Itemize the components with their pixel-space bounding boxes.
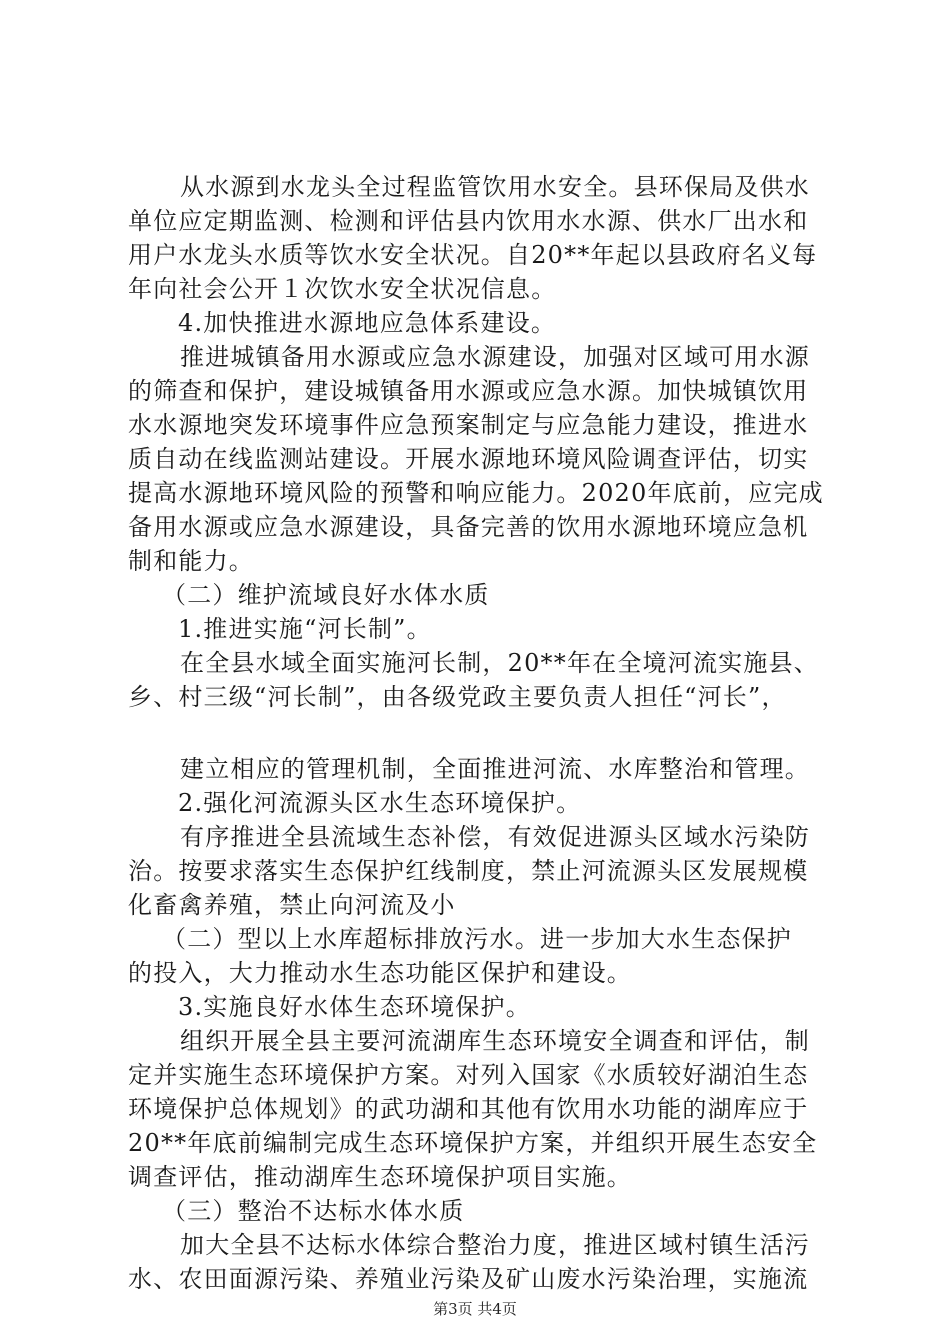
body-line: 推进城镇备用水源或应急水源建设，加强对区域可用水源 [180, 343, 810, 371]
section-heading: 3.实施良好水体生态环境保护。 [178, 993, 531, 1021]
page-footer: 第3页 共4页 [433, 1300, 517, 1318]
body-line: 乡、村三级“河长制”，由各级党政主要负责人担任“河长”， [128, 683, 787, 711]
body-line: 加大全县不达标水体综合整治力度，推进区域村镇生活污 [180, 1231, 810, 1259]
body-line: 调查评估，推动湖库生态环境保护项目实施。 [128, 1163, 632, 1191]
section-heading: 1.推进实施“河长制”。 [178, 615, 432, 643]
body-line: 环境保护总体规划》的武功湖和其他有饮用水功能的湖库应于 [128, 1095, 809, 1123]
body-line: 年向社会公开１次饮水安全状况信息。 [128, 275, 557, 303]
body-line: 的筛查和保护，建设城镇备用水源或应急水源。加快城镇饮用 [128, 377, 809, 405]
body-line: 水水源地突发环境事件应急预案制定与应急能力建设，推进水 [128, 411, 809, 439]
body-line: 制和能力。 [128, 547, 254, 575]
body-line: 组织开展全县主要河流湖库生态环境安全调查和评估，制 [180, 1027, 810, 1055]
section-heading: 4.加快推进水源地应急体系建设。 [178, 309, 557, 337]
body-line: 20**年底前编制完成生态环境保护方案，并组织开展生态安全 [128, 1129, 818, 1157]
section-heading: （三）整治不达标水体水质 [162, 1197, 465, 1225]
body-line: 质自动在线监测站建设。开展水源地环境风险调查评估，切实 [128, 445, 809, 473]
body-line: 用户水龙头水质等饮水安全状况。自20**年起以县政府名义每 [128, 241, 818, 269]
body-line: 化畜禽养殖，禁止向河流及小 [128, 891, 456, 919]
body-line: 提高水源地环境风险的预警和响应能力。2020年底前，应完成 [128, 479, 824, 507]
body-line: 水、农田面源污染、养殖业污染及矿山废水污染治理，实施流 [128, 1265, 809, 1293]
body-line: 从水源到水龙头全过程监管饮用水安全。县环保局及供水 [180, 173, 810, 201]
body-line: （二）型以上水库超标排放污水。进一步加大水生态保护 [162, 925, 792, 953]
body-line: 定并实施生态环境保护方案。对列入国家《水质较好湖泊生态 [128, 1061, 809, 1089]
body-line: 治。按要求落实生态保护红线制度，禁止河流源头区发展规模 [128, 857, 809, 885]
section-heading: （二）维护流域良好水体水质 [162, 581, 490, 609]
body-line: 建立相应的管理机制，全面推进河流、水库整治和管理。 [180, 755, 810, 783]
section-heading: 2.强化河流源头区水生态环境保护。 [178, 789, 582, 817]
body-line: 有序推进全县流域生态补偿，有效促进源头区域水污染防 [180, 823, 810, 851]
body-line: 备用水源或应急水源建设，具备完善的饮用水源地环境应急机 [128, 513, 809, 541]
body-line: 在全县水域全面实施河长制，20**年在全境河流实施县、 [180, 649, 819, 677]
body-line: 的投入，大力推动水生态功能区保护和建设。 [128, 959, 632, 987]
body-line: 单位应定期监测、检测和评估县内饮用水水源、供水厂出水和 [128, 207, 809, 235]
